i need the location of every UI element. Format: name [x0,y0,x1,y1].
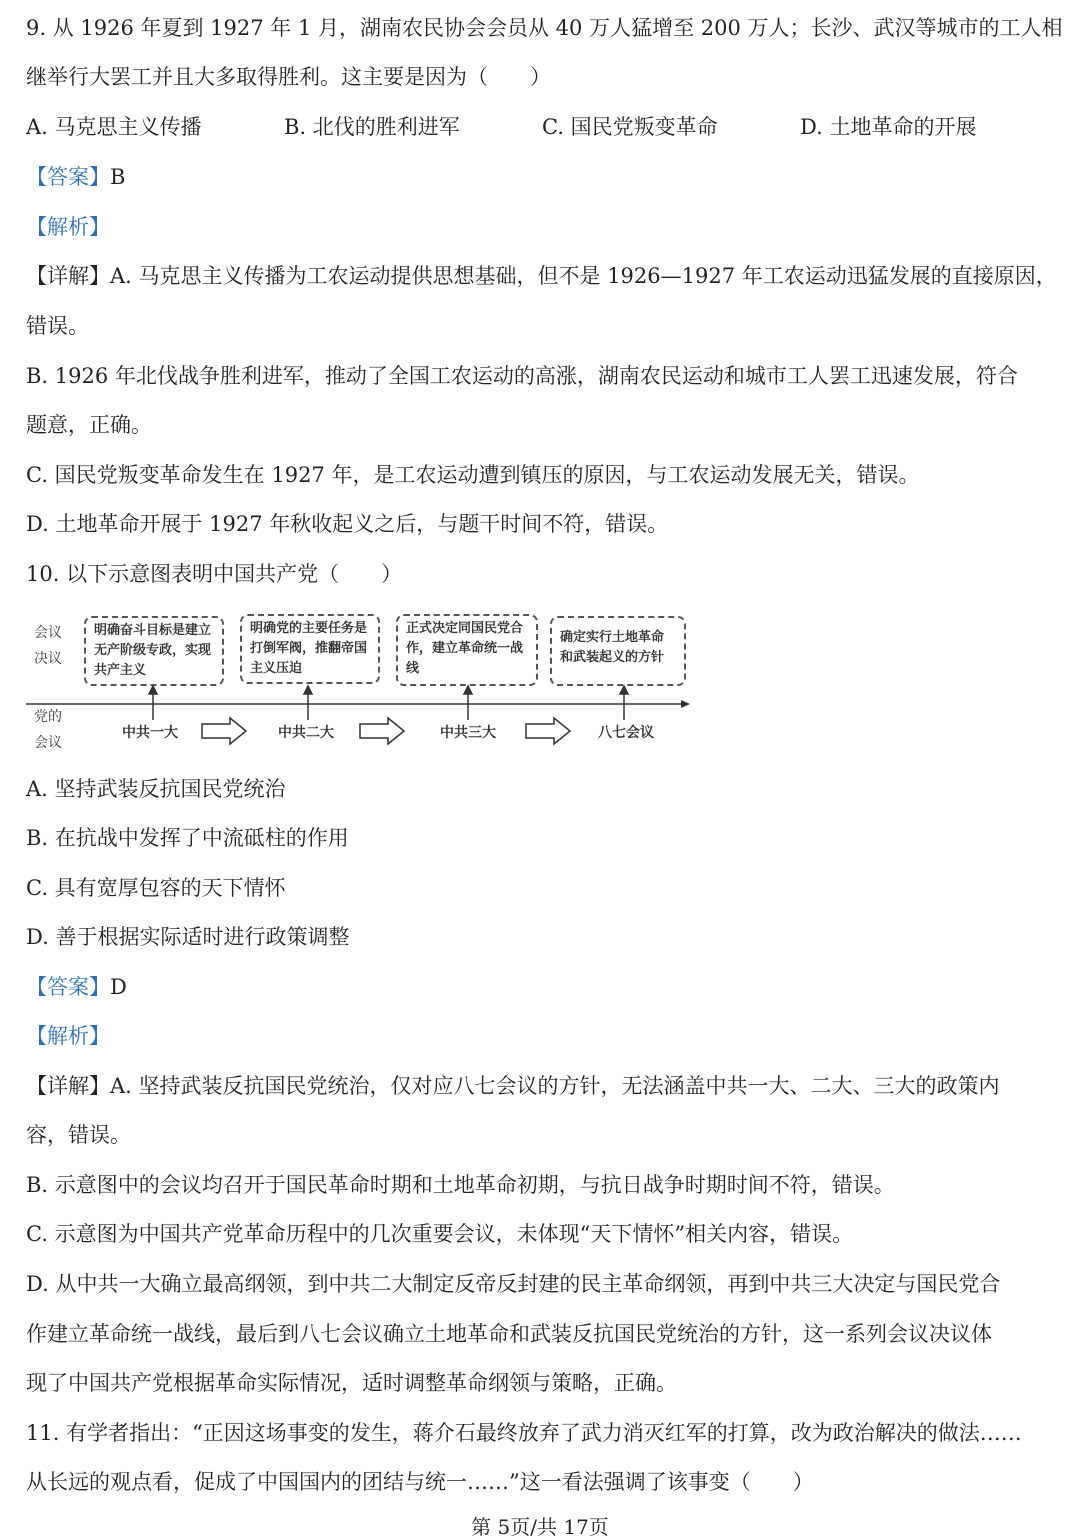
q10-option-c: C. 具有宽厚包容的天下情怀 [26,876,286,900]
q9-detail-line: 错误。 [26,314,89,338]
q10-detail-line: 现了中国共产党根据革命实际情况，适时调整革命纲领与策略，正确。 [26,1371,677,1395]
resolution-box-3: 正式决定同国民党合作，建立革命统一战线 [396,614,538,686]
q9-stem-line1: 9. 从 1926 年夏到 1927 年 1 月，湖南农民协会会员从 40 万人猛增至 200 万人；长沙、武汉等城市的工人相 [26,16,1063,40]
tick-arrowhead [464,686,472,694]
meeting-label-2: 中共二大 [278,725,334,741]
q9-option-a: A. 马克思主义传播 [26,115,202,139]
q9-option-c: C. 国民党叛变革命 [542,115,718,139]
q9-detail-line: C. 国民党叛变革命发生在 1927 年，是工农运动遭到镇压的原因，与工农运动发展无关，错误。 [26,463,920,487]
q9-answer [26,162,1060,192]
q10-detail-line: C. 示意图为中国共产党革命历程中的几次重要会议，未体现“天下情怀”相关内容，错误。 [26,1222,854,1246]
q10-answer [26,972,1060,1002]
meeting-label-1: 中共一大 [122,725,178,741]
meeting-label-4: 八七会议 [598,725,654,741]
detail-text: A. 马克思主义传播为工农运动提供思想基础，但不是 1926—1927 年工农运动迅猛发展的直接原因， [110,264,1057,288]
q10-detail-line: D. 从中共一大确立最高纲领，到中共二大制定反帝反封建的民主革命纲领，再到中共三大决定与国民党合 [26,1272,1001,1296]
answer-tag: 【答案】 [26,165,110,189]
q9-detail-line: 题意，正确。 [26,413,152,437]
tick-arrowhead [149,686,157,694]
q9-detail-line: D. 土地革命开展于 1927 年秋收起义之后，与题干时间不符，错误。 [26,512,669,536]
answer-value: D [110,975,127,999]
q9-option-d: D. 土地革命的开展 [800,115,977,139]
row-label-line: 决议 [34,651,62,667]
answer-value: B [110,165,126,189]
hollow-arrow-icon [526,718,570,744]
q9-option-b: B. 北伐的胜利进军 [284,115,460,139]
q10-detail-line [26,1071,1060,1101]
row-label-line: 党的 [34,709,62,725]
page-footer: 第 5页/共 17页 [471,1515,609,1539]
resolution-box-1: 明确奋斗目标是建立无产阶级专政，实现共产主义 [84,616,224,686]
row-label-line: 会议 [34,735,62,751]
hollow-arrow-icon [360,718,404,744]
detail-text: A. 坚持武装反抗国民党统治，仅对应八七会议的方针，无法涵盖中共一大、二大、三大的政策内 [110,1074,1000,1098]
answer-tag: 【答案】 [26,975,110,999]
q10-detail-line: 容，错误。 [26,1123,131,1147]
q10-option-a: A. 坚持武装反抗国民党统治 [26,777,286,801]
row-label-line: 会议 [34,625,62,641]
q10-option-b: B. 在抗战中发挥了中流砥柱的作用 [26,826,349,850]
q9-analysis-tag: 【解析】 [26,215,110,239]
q10-analysis-tag: 【解析】 [26,1024,110,1048]
hollow-arrow-icon [202,718,246,744]
tick-arrowhead [304,686,312,694]
detail-tag: 【详解】 [26,264,110,288]
q10-stem: 10. 以下示意图表明中国共产党（ ） [26,562,403,586]
resolution-box-2: 明确党的主要任务是打倒军阀，推翻帝国主义压迫 [240,614,380,684]
q11-stem-line2: 从长远的观点看，促成了中国国内的团结与统一……”这一看法强调了该事变（ ） [26,1470,814,1494]
q11-stem-line1: 11. 有学者指出：“正因这场事变的发生，蒋介石最终放弃了武力消灭红军的打算，改为政治解决的做法…… [26,1421,1022,1445]
meeting-label-3: 中共三大 [440,725,496,741]
resolution-box-4: 确定实行土地革命和武装起义的方针 [550,616,686,686]
detail-tag: 【详解】 [26,1074,110,1098]
q9-detail-line: B. 1926 年北伐战争胜利进军，推动了全国工农运动的高涨，湖南农民运动和城市工人罢工迅速发展，符合 [26,364,1018,388]
tick-arrowhead [620,686,628,694]
q9-detail-line [26,261,1060,291]
timeline-diagram [26,608,706,758]
q9-stem-line2: 继举行大罢工并且大多取得胜利。这主要是因为（ ） [26,65,551,89]
q10-option-d: D. 善于根据实际适时进行政策调整 [26,925,350,949]
q10-detail-line: B. 示意图中的会议均召开于国民革命时期和土地革命初期，与抗日战争时期时间不符，错误。 [26,1173,895,1197]
axis-arrowhead [681,700,690,708]
q10-detail-line: 作建立革命统一战线，最后到八七会议确立土地革命和武装反抗国民党统治的方针，这一系列会议决议体 [26,1322,992,1346]
